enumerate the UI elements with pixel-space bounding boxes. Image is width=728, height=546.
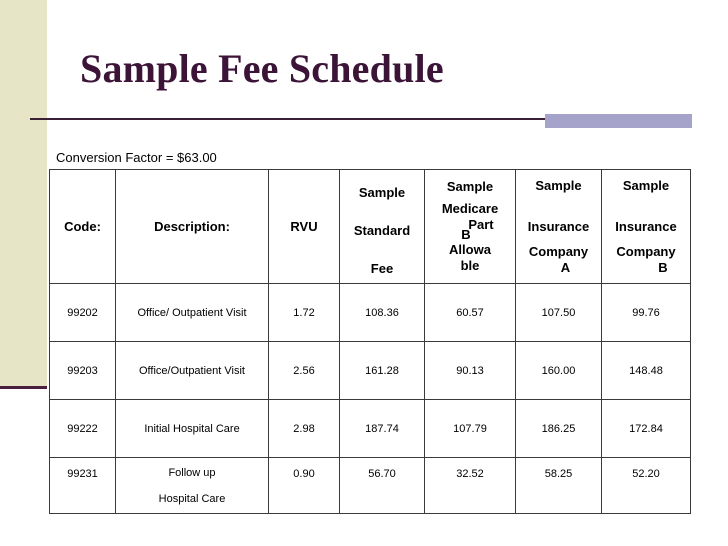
cell-insurance-b: 99.76 — [602, 284, 691, 342]
cell-description: Follow up Hospital Care — [116, 458, 269, 514]
cell-code: 99222 — [50, 400, 116, 458]
cell-rvu: 2.98 — [269, 400, 340, 458]
cell-rvu: 1.72 — [269, 284, 340, 342]
cell-description: Office/Outpatient Visit — [116, 342, 269, 400]
header-row — [50, 170, 691, 284]
table-row — [50, 342, 691, 400]
header-rvu: RVU — [269, 170, 340, 284]
cell-description: Initial Hospital Care — [116, 400, 269, 458]
header-medicare-allowable: Sample Medicare Part B Allowa ble — [425, 170, 516, 284]
cell-insurance-b: 172.84 — [602, 400, 691, 458]
cell-medicare: 90.13 — [425, 342, 516, 400]
cell-description: Office/ Outpatient Visit — [116, 284, 269, 342]
cell-code: 99231 — [50, 458, 116, 514]
cell-rvu: 0.90 — [269, 458, 340, 514]
cell-medicare: 60.57 — [425, 284, 516, 342]
fee-schedule-table — [49, 169, 691, 514]
cell-insurance-a: 186.25 — [516, 400, 602, 458]
header-standard-fee: Sample Standard Fee — [340, 170, 425, 284]
cell-insurance-a: 107.50 — [516, 284, 602, 342]
cell-insurance-a: 160.00 — [516, 342, 602, 400]
header-insurance-b: Sample Insurance Company B — [602, 170, 691, 284]
cell-insurance-b: 52.20 — [602, 458, 691, 514]
cell-standard-fee: 187.74 — [340, 400, 425, 458]
conversion-factor: Conversion Factor = $63.00 — [56, 150, 217, 165]
header-code: Code: — [50, 170, 116, 284]
table-row — [50, 458, 691, 514]
cell-code: 99202 — [50, 284, 116, 342]
cell-medicare: 32.52 — [425, 458, 516, 514]
cell-insurance-b: 148.48 — [602, 342, 691, 400]
header-insurance-a: Sample Insurance Company A — [516, 170, 602, 284]
table-row — [50, 284, 691, 342]
cell-medicare: 107.79 — [425, 400, 516, 458]
cell-code: 99203 — [50, 342, 116, 400]
cell-insurance-a: 58.25 — [516, 458, 602, 514]
header-description: Description: — [116, 170, 269, 284]
cell-standard-fee: 108.36 — [340, 284, 425, 342]
slide-title: Sample Fee Schedule — [80, 46, 444, 91]
table-row — [50, 400, 691, 458]
decorative-side-bar — [0, 0, 47, 386]
divider-accent-block — [545, 114, 692, 128]
cell-standard-fee: 161.28 — [340, 342, 425, 400]
cell-rvu: 2.56 — [269, 342, 340, 400]
decorative-side-accent — [0, 386, 47, 389]
cell-standard-fee: 56.70 — [340, 458, 425, 514]
